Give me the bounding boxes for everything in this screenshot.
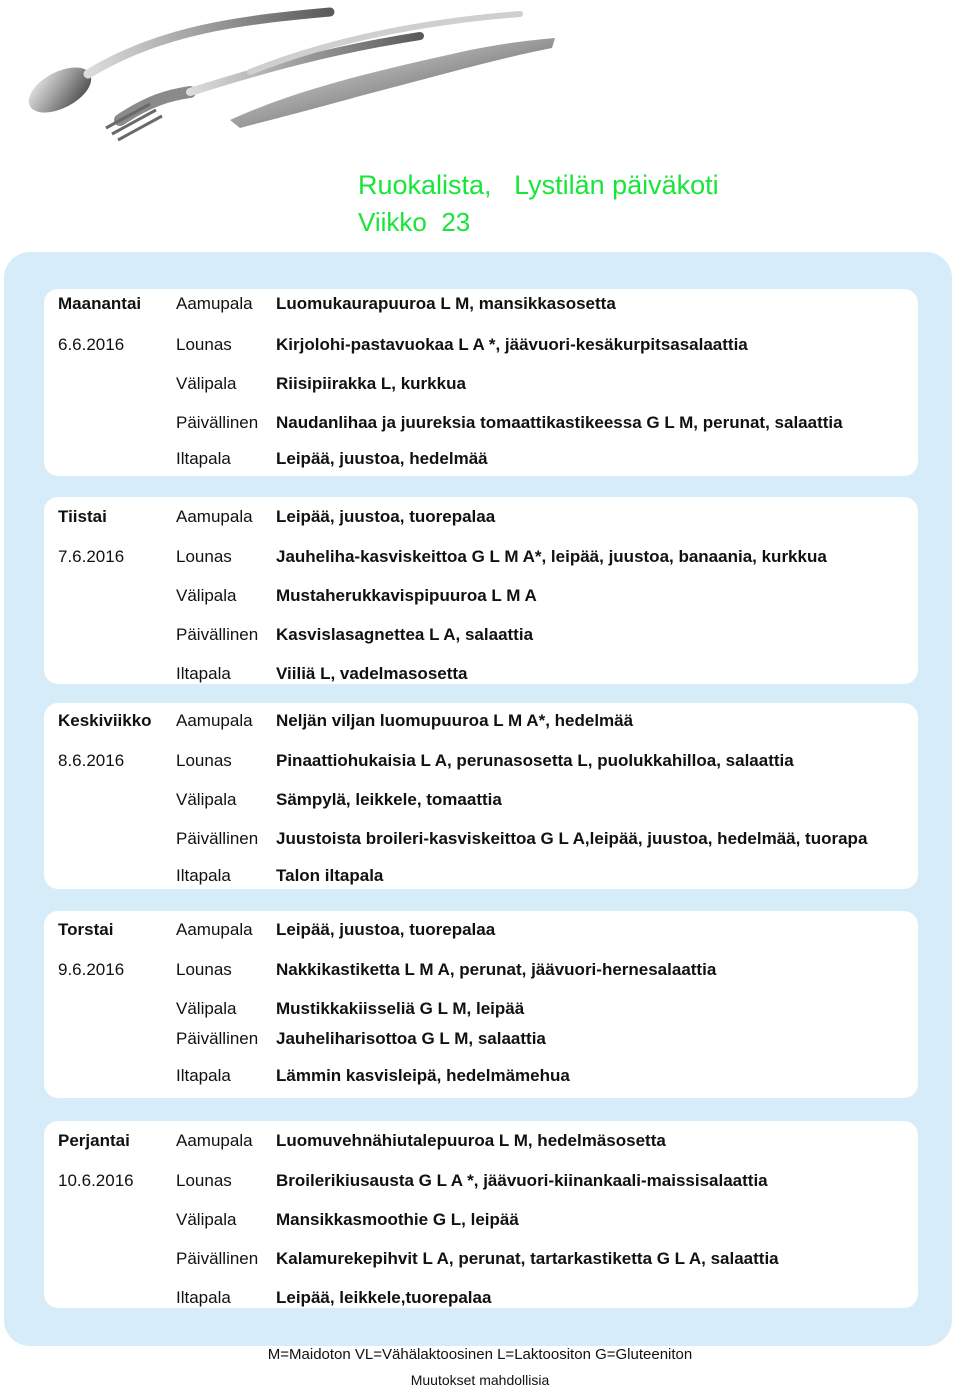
dish-text: Kirjolohi-pastavuokaa L A *, jäävuori-kesäkurpitsasalaattia xyxy=(276,335,748,354)
day-name: Perjantai xyxy=(58,1131,130,1150)
day-card-thursday xyxy=(44,911,918,1098)
dish-text: Nakkikastiketta L M A, perunat, jäävuori-hernesalaattia xyxy=(276,960,717,979)
dish-text: Jauheliha-kasviskeittoa G L M A*, leipää, juustoa, banaania, kurkkua xyxy=(276,547,827,566)
meal-label: Päivällinen xyxy=(176,1249,259,1268)
dish-text: Lämmin kasvisleipä, hedelmämehua xyxy=(276,1066,570,1085)
dish-text: Broilerikiusausta G L A *, jäävuori-kiinankaali-maissisalaattia xyxy=(276,1171,768,1190)
dish-text: Riisipiirakka L, kurkkua xyxy=(276,374,466,393)
day-date: 9.6.2016 xyxy=(58,960,125,979)
day-name: Keskiviikko xyxy=(58,711,152,730)
dish-text: Naudanlihaa ja juureksia tomaattikastikeessa G L M, perunat, salaattia xyxy=(276,413,843,432)
meal-label: Välipala xyxy=(176,790,237,809)
dish-text: Luomuvehnähiutalepuuroa L M, hedelmäsosetta xyxy=(276,1131,666,1150)
meal-label: Lounas xyxy=(176,751,232,770)
meal-label: Aamupala xyxy=(176,1131,253,1150)
dish-text: Viiliä L, vadelmasosetta xyxy=(276,664,468,683)
allergen-legend: M=Maidoton VL=Vähälaktoosinen L=Laktoositon G=Gluteeniton xyxy=(267,1346,693,1363)
meal-label: Välipala xyxy=(176,1210,237,1229)
meal-label: Aamupala xyxy=(176,920,253,939)
day-date: 7.6.2016 xyxy=(58,547,125,566)
meal-label: Iltapala xyxy=(176,664,231,683)
cutlery-image xyxy=(0,0,560,150)
dish-text: Kasvislasagnettea L A, salaattia xyxy=(276,625,534,644)
meal-label: Välipala xyxy=(176,586,237,605)
day-date: 8.6.2016 xyxy=(58,751,125,770)
meal-label: Päivällinen xyxy=(176,413,259,432)
meal-label: Aamupala xyxy=(176,507,253,526)
page-title: Ruokalista, Lystilän päiväkoti xyxy=(358,170,719,200)
meal-label: Iltapala xyxy=(176,1066,231,1085)
day-card-friday xyxy=(44,1121,918,1308)
meal-label: Välipala xyxy=(176,374,237,393)
dish-text: Juustoista broileri-kasviskeittoa G L A,leipää, juustoa, hedelmää, tuorapa xyxy=(276,829,868,848)
dish-text: Sämpylä, leikkele, tomaattia xyxy=(276,790,502,809)
day-name: Torstai xyxy=(58,920,114,939)
meal-label: Iltapala xyxy=(176,1288,231,1307)
dish-text: Leipää, juustoa, hedelmää xyxy=(276,449,488,468)
meal-label: Välipala xyxy=(176,999,237,1018)
dish-text: Mansikkasmoothie G L, leipää xyxy=(276,1210,519,1229)
day-name: Maanantai xyxy=(58,294,142,313)
meal-label: Aamupala xyxy=(176,294,253,313)
dish-text: Kalamurekepihvit L A, perunat, tartarkastiketta G L A, salaattia xyxy=(276,1249,779,1268)
header xyxy=(358,168,719,239)
dish-text: Leipää, leikkele,tuorepalaa xyxy=(276,1288,492,1307)
dish-text: Jauheliharisottoa G L M, salaattia xyxy=(276,1029,546,1048)
meal-label: Lounas xyxy=(176,1171,232,1190)
meal-label: Lounas xyxy=(176,335,232,354)
dish-text: Talon iltapala xyxy=(276,866,384,885)
meal-label: Iltapala xyxy=(176,866,231,885)
day-date: 6.6.2016 xyxy=(58,335,125,354)
day-card-monday xyxy=(44,289,918,476)
meal-label: Lounas xyxy=(176,547,232,566)
meal-label: Lounas xyxy=(176,960,232,979)
dish-text: Neljän viljan luomupuuroa L M A*, hedelmää xyxy=(276,711,634,730)
dish-text: Leipää, juustoa, tuorepalaa xyxy=(276,920,496,939)
dish-text: Mustaherukkavispipuuroa L M A xyxy=(276,586,537,605)
meal-label: Päivällinen xyxy=(176,625,259,644)
meal-label: Päivällinen xyxy=(176,829,259,848)
dish-text: Leipää, juustoa, tuorepalaa xyxy=(276,507,496,526)
meal-label: Iltapala xyxy=(176,449,231,468)
day-card-tuesday xyxy=(44,497,918,684)
week-label: Viikko 23 xyxy=(358,207,471,237)
meal-label: Päivällinen xyxy=(176,1029,259,1048)
dish-text: Pinaattiohukaisia L A, perunasosetta L, puolukkahilloa, salaattia xyxy=(276,751,794,770)
day-card-wednesday xyxy=(44,703,918,889)
meal-label: Aamupala xyxy=(176,711,253,730)
dish-text: Luomukaurapuuroa L M, mansikkasosetta xyxy=(276,294,616,313)
dish-text: Mustikkakiisseliä G L M, leipää xyxy=(276,999,525,1018)
day-name: Tiistai xyxy=(58,507,107,526)
changes-note: Muutokset mahdollisia xyxy=(410,1372,550,1388)
day-date: 10.6.2016 xyxy=(58,1171,134,1190)
